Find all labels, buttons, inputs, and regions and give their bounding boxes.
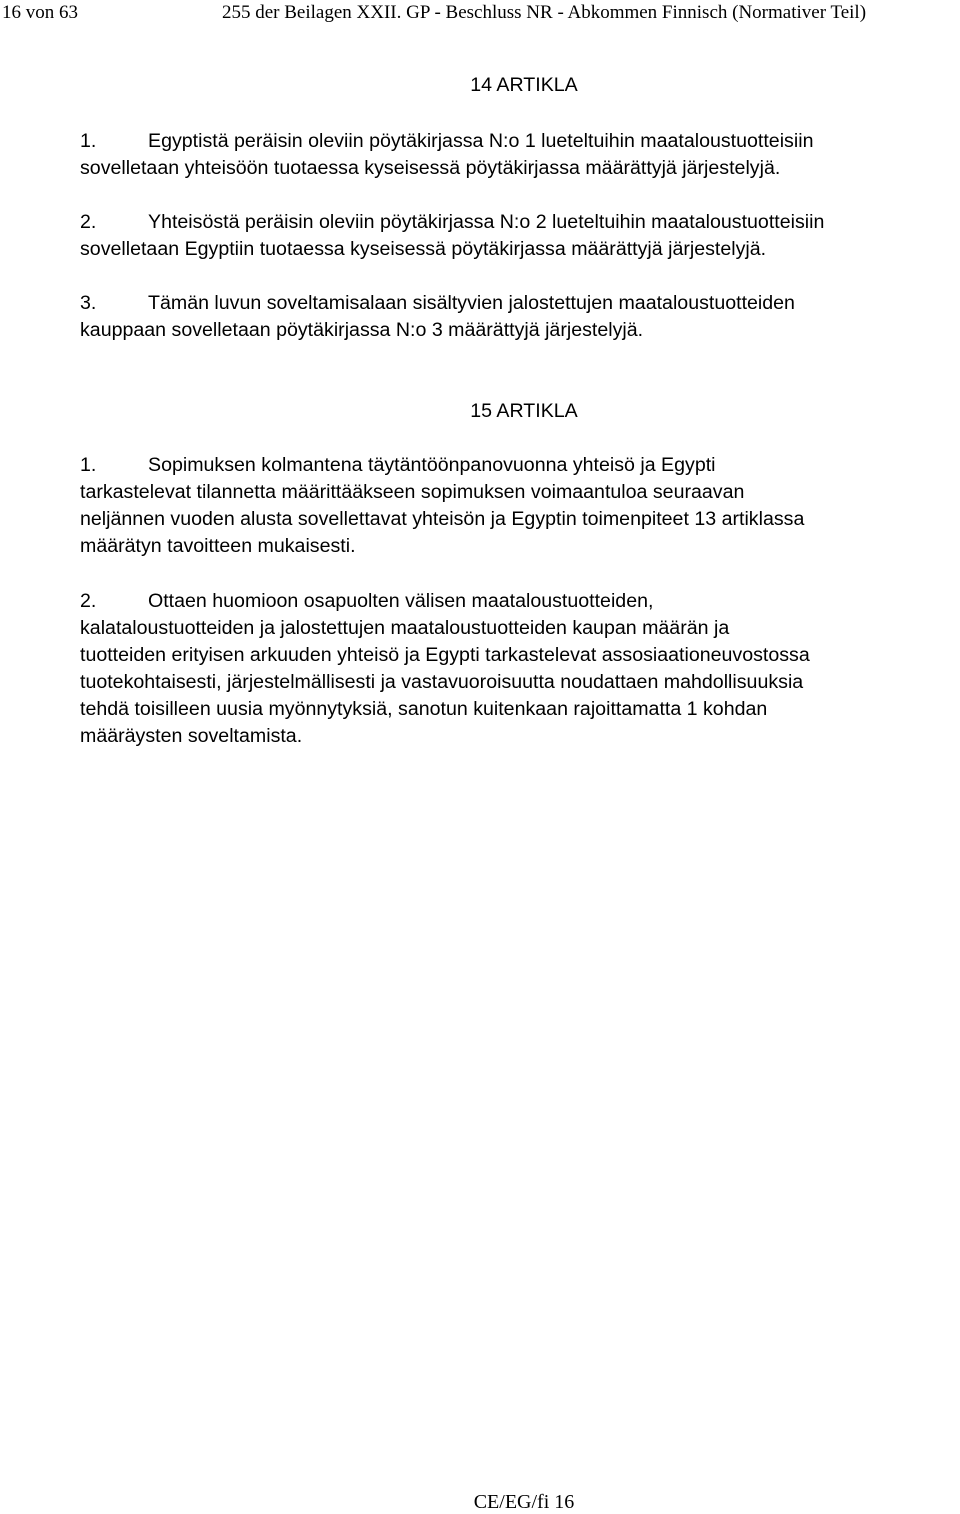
paragraph-line: Tämän luvun soveltamisalaan sisältyvien jalostettujen maataloustuotteiden [148,292,795,314]
paragraph-line: tarkastelevat tilannetta määrittääkseen sopimuksen voimaantuloa seuraavan [80,481,745,503]
paragraph-number: 2. [80,211,97,233]
document-title: 255 der Beilagen XXII. GP - Beschluss NR - Abkommen Finnisch (Normativer Teil) [222,2,867,23]
paragraph-line: sovelletaan yhteisöön tuotaessa kyseisessä pöytäkirjassa määrättyjä järjestelyjä. [80,157,781,179]
paragraph-line: neljännen vuoden alusta sovellettavat yhteisön ja Egyptin toimenpiteet 13 artiklassa [80,508,805,530]
article-14-paragraph-2 [80,209,960,263]
article-14-title: 14 ARTIKLA [470,74,578,96]
paragraph-line: tuotteiden erityisen arkuuden yhteisö ja Egypti tarkastelevat assosiaationeuvostossa [80,644,810,666]
paragraph-line: Ottaen huomioon osapuolten välisen maataloustuotteiden, [148,590,654,612]
paragraph-number: 2. [80,590,97,612]
paragraph-number: 3. [80,292,97,314]
paragraph-line: määrätyn tavoitteen mukaisesti. [80,535,356,557]
paragraph-number: 1. [80,130,97,152]
page-footer-code: CE/EG/fi 16 [473,1491,575,1513]
paragraph-line: Sopimuksen kolmantena täytäntöönpanovuonna yhteisö ja Egypti [148,454,716,476]
paragraph-line: sovelletaan Egyptiin tuotaessa kyseisessä pöytäkirjassa määrättyjä järjestelyjä. [80,238,767,260]
paragraph-line: määräysten soveltamista. [80,725,303,747]
paragraph-line: kalataloustuotteiden ja jalostettujen maataloustuotteiden kaupan määrän ja [80,617,730,639]
article-15-title: 15 ARTIKLA [470,400,578,422]
paragraph-number: 1. [80,454,97,476]
page-indicator: 16 von 63 [2,2,78,23]
paragraph-line: kauppaan sovelletaan pöytäkirjassa N:o 3 määrättyjä järjestelyjä. [80,319,644,341]
article-15-paragraph-2 [80,588,960,750]
paragraph-line: Egyptistä peräisin oleviin pöytäkirjassa N:o 1 lueteltuihin maataloustuotteisiin [148,130,814,152]
article-14-paragraph-1 [80,128,960,182]
article-14-paragraph-3 [80,290,960,344]
paragraph-line: tehdä toisilleen uusia myönnytyksiä, sanotun kuitenkaan rajoittamatta 1 kohdan [80,698,768,720]
article-15-paragraph-1 [80,452,960,560]
paragraph-line: Yhteisöstä peräisin oleviin pöytäkirjassa N:o 2 lueteltuihin maataloustuotteisiin [148,211,825,233]
paragraph-line: tuotekohtaisesti, järjestelmällisesti ja vastavuoroisuutta noudattaen mahdollisuuksia [80,671,804,693]
